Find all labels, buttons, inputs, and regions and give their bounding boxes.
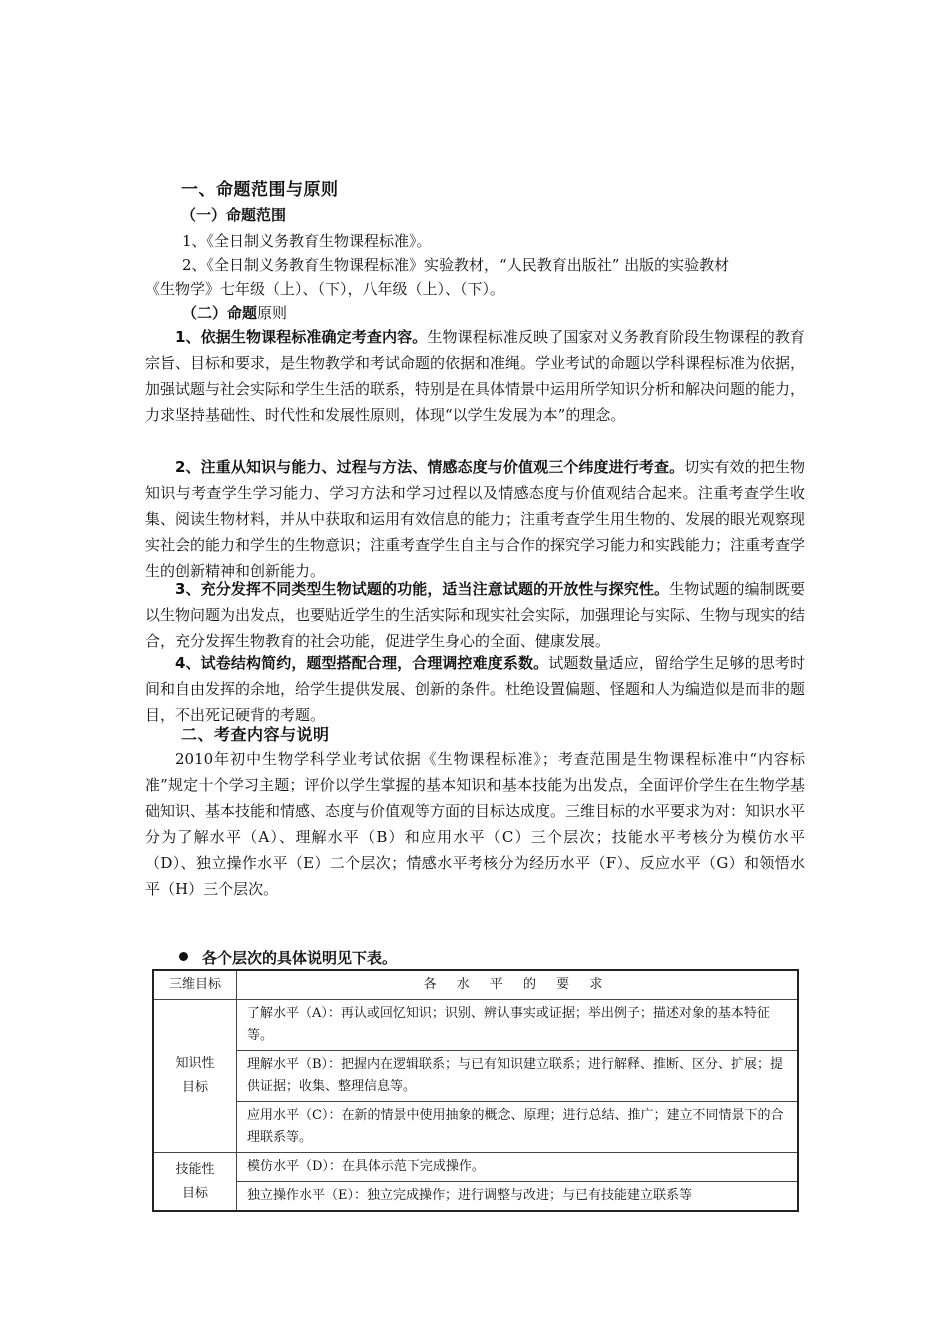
scope-item-2: 2、《全日制义务教育生物课程标准》实验教材，“人民教育出版社” 出版的实验教材: [182, 256, 730, 274]
principles-title-rest: 原则: [257, 304, 288, 322]
knowledge-level-b: 理解水平（B）：把握内在逻辑联系；与已有知识建立联系；进行解释、推断、区分、扩展；提供证据；收集、整理信息等。: [237, 1051, 799, 1102]
principle-4-text: 试题数量适应，留给学生足够的思考时间和自由发挥的余地，给学生提供发展、创新的条件。杜绝设置偏题、怪题和人为编造似是而非的题目，不出死记硬背的考题。: [145, 654, 806, 724]
table-header-row: [153, 970, 798, 1000]
skill-goal-cell: [153, 1153, 237, 1212]
bullet-icon: [179, 952, 188, 961]
knowledge-level-a: 了解水平（A）：再认或回忆知识；识别、辨认事实或证据；举出例子；描述对象的基本特征等。: [237, 1000, 799, 1051]
principle-4: [145, 650, 805, 728]
knowledge-label-line1: 知识性: [175, 1056, 215, 1071]
subsection-principles-title: [182, 302, 287, 323]
principle-2: [145, 454, 805, 584]
skill-label-line1: 技能性: [175, 1161, 215, 1177]
scope-item-1: 1、《全日制义务教育生物课程标准》。: [182, 232, 432, 250]
principle-3-heading: 3、充分发挥不同类型生物试题的功能，适当注意试题的开放性与探究性。: [175, 580, 670, 598]
principles-title-bold: （二）命题: [182, 304, 258, 322]
knowledge-label-line2: 目标: [181, 1080, 208, 1095]
skill-level-d: 模仿水平（D）：在具体示范下完成操作。: [237, 1153, 799, 1182]
skill-level-e: 独立操作水平（E）：独立完成操作；进行调整与改进；与已有技能建立联系等: [237, 1182, 799, 1212]
scope-item-2-continued: 《生物学》七年级（上）、（下），八年级（上）、（下）。: [145, 280, 506, 298]
principle-1-heading: 1、依据生物课程标准确定考查内容。: [175, 328, 428, 346]
skill-label-line2: 目标: [181, 1185, 208, 1201]
section1-title: 一、命题范围与原则: [181, 180, 339, 200]
principle-2-text: 切实有效的把生物知识与考查学生学习能力、学习方法和学习过程以及情感态度与价值观结合起来。注重考查学生收集、阅读生物材料，并从中获取和运用有效信息的能力；注重考查学生用生物的、发展的眼光观察现实社会的能力和学生的生物意识；注重考查学生自主与合作的探究学习能力和实践能力；注重考查学生的创新精神和创新能力。: [145, 458, 806, 580]
table-note-text: 各个层次的具体说明见下表。: [202, 949, 398, 967]
table-row: [153, 1182, 798, 1212]
principle-1: [145, 324, 805, 428]
knowledge-goal-cell: [153, 1000, 237, 1153]
table-row: [153, 1153, 798, 1182]
principle-3-text: 生物试题的编制既要以生物问题为出发点，也要贴近学生的生活实际和现实社会实际，加强理论与实际、生物与现实的结合，充分发挥生物教育的社会功能，促进学生身心的全面、健康发展。: [145, 580, 806, 650]
principle-3: [145, 576, 805, 654]
header-dimension: 三维目标: [153, 970, 237, 1000]
table-row: [153, 1000, 798, 1051]
header-requirements: 各 水 平 的 要 求: [237, 970, 799, 1000]
table-row: [153, 1051, 798, 1102]
principle-4-heading: 4、试卷结构简约，题型搭配合理，合理调控难度系数。: [175, 654, 549, 672]
section2-title: 二、考查内容与说明: [181, 725, 330, 744]
subsection-scope-title: （一）命题范围: [181, 206, 287, 224]
table-row: [153, 1102, 798, 1153]
section2-paragraph: 2010年初中生物学科学业考试依据《生物课程标准》；考查范围是生物课程标准中“内容标准”规定十个学习主题；评价以学生掌握的基本知识和基本技能为出发点，全面评价学生在生物学基础知识、基本技能和情感、态度与价值观等方面的目标达成度。三维目标的水平要求为对：知识水平分为了解水平（A）、理解水平（B）和应用水平（C）三个层次；技能水平考核分为模仿水平（D）、独立操作水平（E）二个层次；情感水平考核分为经历水平（F）、反应水平（G）和领悟水平（H）三个层次。: [145, 750, 806, 898]
principle-1-text: 生物课程标准反映了国家对义务教育阶段生物课程的教育宗旨、目标和要求，是生物教学和考试命题的依据和准绳。学业考试的命题以学科课程标准为依据，加强试题与社会实际和学生生活的联系，特别是在具体情景中运用所学知识分析和解决问题的能力，力求坚持基础性、时代性和发展性原则，体现“以学生发展为本”的理念。: [145, 328, 806, 424]
knowledge-level-c: 应用水平（C）：在新的情景中使用抽象的概念、原理；进行总结、推广；建立不同情景下的合理联系等。: [237, 1102, 799, 1153]
level-requirements-table: [152, 969, 799, 1212]
principle-2-heading: 2、注重从知识与能力、过程与方法、情感态度与价值观三个纬度进行考查。: [175, 458, 685, 476]
table-note: [179, 947, 397, 968]
